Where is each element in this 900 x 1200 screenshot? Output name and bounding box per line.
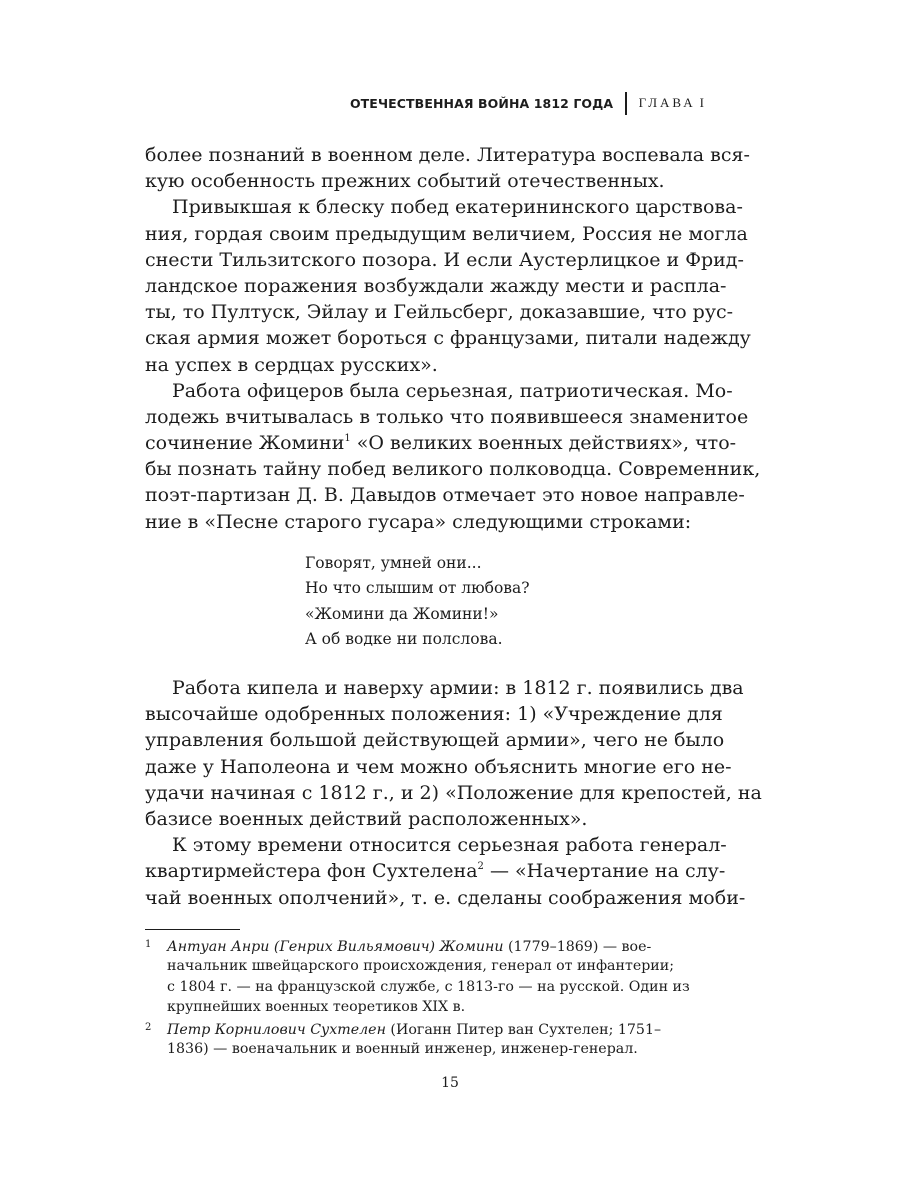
text-line: ская армия может бороться с французами, питали надежду bbox=[145, 327, 751, 350]
footnote-ref-1[interactable]: 1 bbox=[344, 433, 351, 445]
text-line: Привыкшая к блеску побед екатерининского царствова- bbox=[172, 196, 743, 219]
footnote-line: с 1804 г. — на французской службе, с 1813-го — на русской. Один из bbox=[167, 978, 690, 995]
text-line: кую особенность прежних событий отечественных. bbox=[145, 170, 665, 193]
text-segment: сочинение Жомини bbox=[145, 432, 345, 455]
header-divider bbox=[625, 92, 627, 115]
footnote-text: (Иоганн Питер ван Сухтелен; 1751– bbox=[385, 1022, 662, 1039]
text-line: более познаний в военном деле. Литература воспевала вся- bbox=[145, 144, 750, 166]
footnote-1 bbox=[145, 935, 707, 956]
text-line: снести Тильзитского позора. И если Аустерлицкое и Фрид- bbox=[145, 248, 744, 271]
footnote-text: (1779–1869) — вое- bbox=[503, 939, 652, 955]
text-line: Работа офицеров была серьезная, патриотическая. Мо- bbox=[172, 379, 733, 402]
footnote-ref-2[interactable]: 2 bbox=[477, 861, 484, 873]
text-line: ты, то Пултуск, Эйлау и Гейльсберг, доказавшие, что рус- bbox=[145, 301, 734, 324]
chapter-number: I bbox=[699, 95, 704, 110]
footnote-line: крупнейших военных теоретиков XIX в. bbox=[167, 999, 466, 1016]
text-line: Работа кипела и наверху армии: в 1812 г. появились два bbox=[172, 677, 744, 699]
footnote-person-name: Антуан Анри (Генрих Вильямович) Жомини bbox=[167, 939, 504, 955]
footnote-2 bbox=[145, 1018, 707, 1039]
page-number: 15 bbox=[441, 1075, 459, 1091]
text-segment: — «Начертание на слу- bbox=[483, 860, 726, 883]
text-line bbox=[145, 430, 737, 456]
text-line: удачи начиная с 1812 г., и 2) «Положение для крепостей, на bbox=[145, 781, 762, 804]
main-text bbox=[145, 142, 761, 535]
text-line: поэт-партизан Д. В. Давыдов отмечает это новое направле- bbox=[145, 484, 745, 507]
text-line: ние в «Песне старого гусара» следующими строками: bbox=[145, 510, 692, 533]
poem-line: А об водке ни полслова. bbox=[305, 629, 503, 648]
footnote-person-name: Петр Корнилович Сухтелен bbox=[167, 1022, 386, 1039]
text-segment: квартирмейстера фон Сухтелена bbox=[145, 860, 478, 883]
footnote-number: 2 bbox=[145, 1022, 152, 1034]
text-line: управления большой действующей армии», чего не было bbox=[145, 729, 725, 752]
text-line: К этому времени относится серьезная работа генерал- bbox=[172, 834, 727, 857]
chapter-label: ГЛАВА bbox=[638, 95, 696, 110]
text-segment: «О великих военных действиях», что- bbox=[350, 432, 737, 455]
poem-line: Но что слышим от любова? bbox=[305, 579, 530, 598]
text-line: высочайше одобренных положения: 1) «Учреждение для bbox=[145, 703, 723, 726]
text-line: лодежь вчитывалась в только что появившееся знаменитое bbox=[145, 405, 749, 428]
poem-quote bbox=[305, 551, 530, 652]
book-title: ОТЕЧЕСТВЕННАЯ ВОЙНА 1812 ГОДА bbox=[349, 95, 614, 111]
text-line: бы познать тайну побед великого полководца. Современник, bbox=[145, 458, 761, 481]
text-line bbox=[145, 858, 726, 884]
text-line: на успех в сердцах русских». bbox=[145, 353, 438, 376]
footnote-line: начальник швейцарского происхождения, генерал от инфантерии; bbox=[167, 957, 674, 974]
poem-line: «Жомини да Жомини!» bbox=[305, 604, 499, 623]
text-line: ния, гордая своим предыдущим величием, Россия не могла bbox=[145, 222, 748, 245]
running-header bbox=[350, 91, 704, 115]
footnote-divider bbox=[145, 929, 240, 930]
main-text-continued bbox=[145, 675, 762, 911]
text-line: чай военных ополчений», т. е. сделаны соображения моби- bbox=[145, 886, 746, 909]
text-line: базисе военных действий расположенных». bbox=[145, 807, 588, 830]
footnotes bbox=[145, 935, 707, 1060]
text-line: ландское поражения возбуждали жажду мести и распла- bbox=[145, 274, 727, 297]
footnote-number: 1 bbox=[145, 939, 152, 950]
text-line: даже у Наполеона и чем можно объяснить многие его не- bbox=[145, 755, 732, 778]
footnote-line: 1836) — военачальник и военный инженер, инженер-генерал. bbox=[167, 1040, 638, 1057]
poem-line: Говорят, умней они... bbox=[305, 554, 482, 572]
